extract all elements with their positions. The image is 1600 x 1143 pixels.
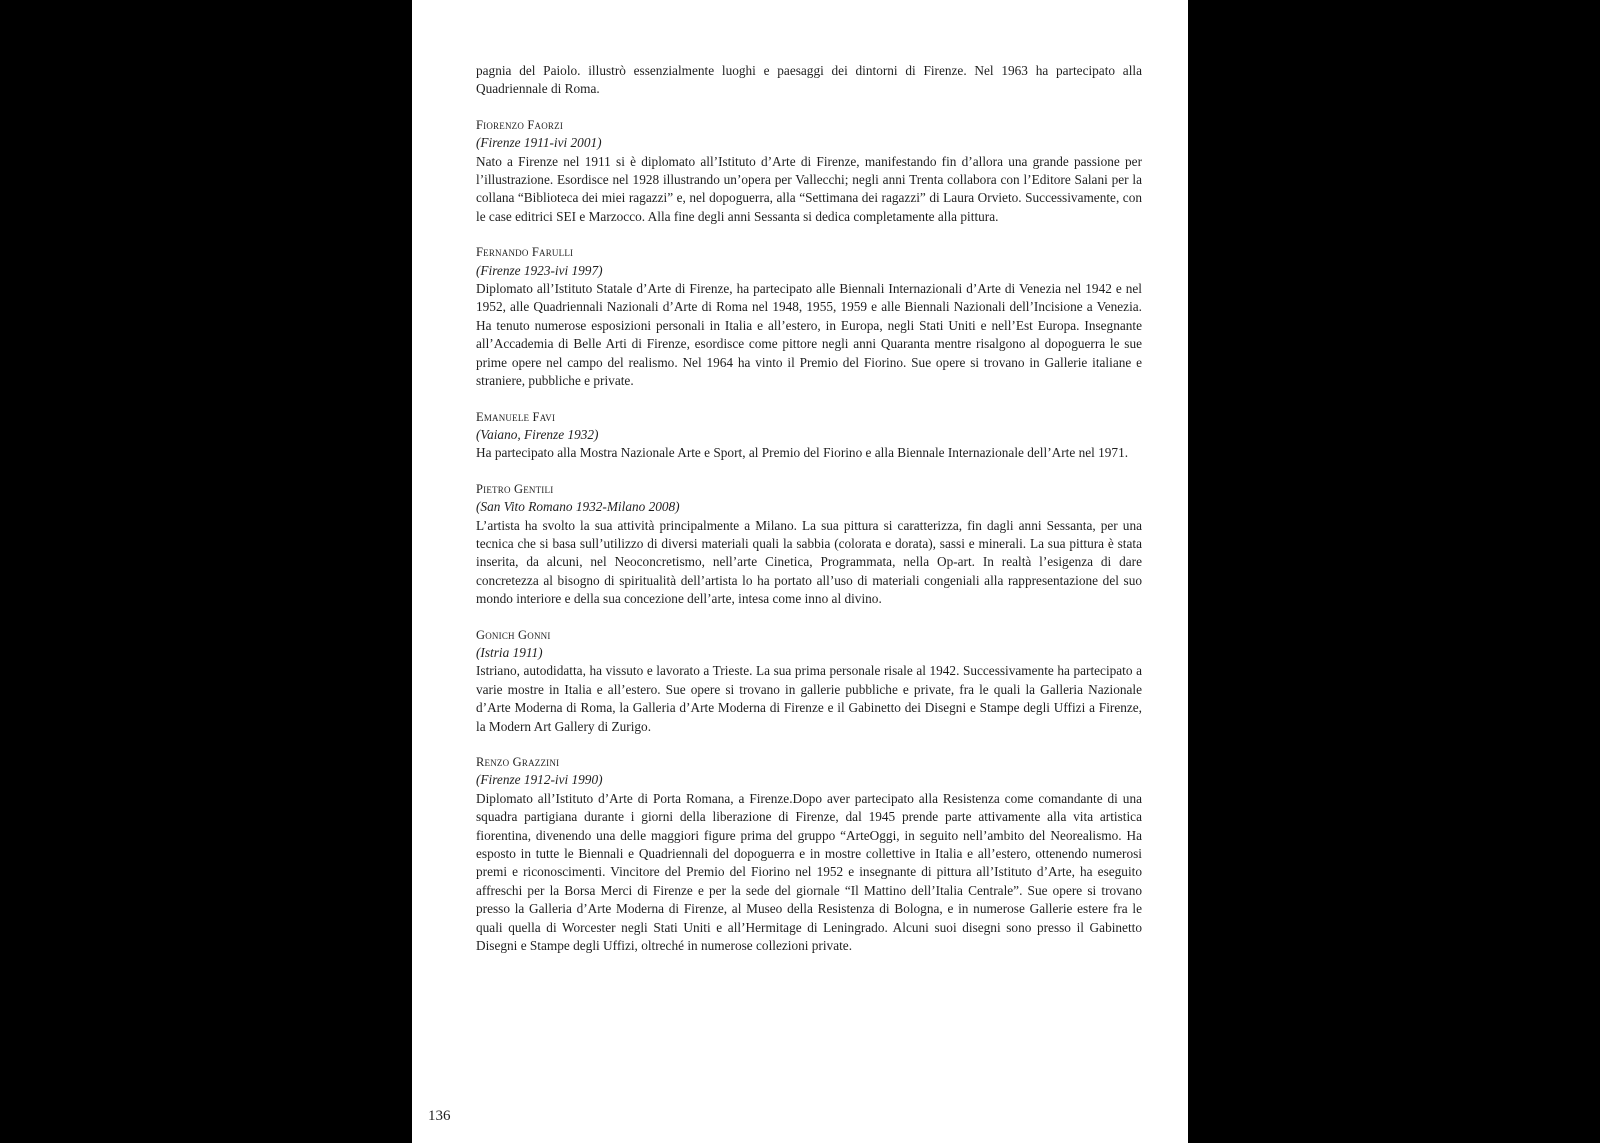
artist-entry-favi [476,408,1142,463]
artist-bio: L’artista ha svolto la sua attività principalmente a Milano. La sua pittura si caratterizza, fin dagli anni Sessanta, per una tecnica che si basa sull’utilizzo di diversi materiali quali la sabbia (colorata e dorata), sassi e minerali. La sua pittura è stata inserita, da alcuni, nel Neoconcretismo, nell’arte Cinetica, Programmata, nella Op-art. In realtà l’esigenza di dare concretezza al bisogno di spiritualità dell’artista lo ha portato all’uso di materiali congeniali alla rappresentazione del suo mondo interiore e della sua concezione dell’arte, intesa come inno al divino. [476,517,1142,607]
artist-bio: Istriano, autodidatta, ha vissuto e lavorato a Trieste. La sua prima personale risale al 1942. Successivamente ha partecipato a varie mostre in Italia e all’estero. Sue opere si trovano in gallerie pubbliche e private, fra le quali la Galleria Nazionale d’Arte Moderna di Roma, la Galleria d’Arte Moderna di Firenze e il Gabinetto dei Disegni e Stampe degli Uffizi a Firenze, la Modern Art Gallery di Zurigo. [476,663,1142,734]
artist-entry-grazzini [476,753,1142,955]
artist-dates: (Firenze 1923-ivi 1997) [476,262,603,278]
artist-name: Pietro Gentili [476,481,554,496]
artist-entry-gonni [476,626,1142,736]
intro-paragraph: pagnia del Paiolo. illustrò essenzialmente luoghi e paesaggi dei dintorni di Firenze. Nel 1963 ha partecipato alla Quadriennale di Roma. [476,63,1142,97]
artist-dates: (Firenze 1912-ivi 1990) [476,772,603,788]
artist-name: Fernando Farulli [476,245,574,260]
artist-name: Renzo Grazzini [476,755,560,769]
artist-entry-farulli [476,243,1142,390]
artist-bio: Nato a Firenze nel 1911 si è diplomato all’Istituto d’Arte di Firenze, manifestando fin d’allora una grande passione per l’illustrazione. Esordisce nel 1928 illustrando un’opera per Vallecchi; negli anni Trenta collabora con l’Editore Salani per la collana “Biblioteca dei miei ragazzi” e, nel dopoguerra, alla “Settimana dei ragazzi” di Laura Orvieto. Successivamente, con le case editrici SEI e Marzocco. Alla fine degli anni Sessanta si dedica completamente alla pittura. [476,153,1142,224]
artist-entry-gentili [476,480,1142,609]
document-page [412,0,1188,1143]
page-number: 136 [428,1108,451,1124]
artist-dates: (Firenze 1911-ivi 2001) [476,135,602,151]
artist-entry-faorzi [476,116,1142,226]
artist-dates: (Vaiano, Firenze 1932) [476,426,599,442]
artist-name: Emanuele Favi [476,409,556,424]
artist-bio: Diplomato all’Istituto d’Arte di Porta Romana, a Firenze.Dopo aver partecipato alla Resistenza come comandante di una squadra partigiana durante i giorni della liberazione di Firenze, dal 1945 prende parte attivamente alla vita artistica fiorentina, divenendo una delle maggiori figure prima del gruppo “ArteOggi, in seguito nell’ambito del Neorealismo. Ha esposto in tutte le Biennali e Quadriennali del dopoguerra e in mostre collettive in Italia e all’estero, ottenendo numerosi premi e riconoscimenti. Vincitore del Premio del Fiorino nel 1952 e insegnante di pittura all’Istituto d’Arte, ha eseguito affreschi per la Borsa Merci di Firenze e per la sede del giornale “Il Mattino dell’Italia Centrale”. Sue opere si trovano presso la Galleria d’Arte Moderna di Firenze, al Museo della Resistenza di Bologna, e in numerose Gallerie estere fra le quali quella di Worcester negli Stati Uniti e all’Hermitage di Leningrado. Alcuni suoi disegni sono presso il Gabinetto Disegni e Stampe degli Uffizi, oltreché in numerose collezioni private. [476,790,1142,954]
artist-name: Fiorenzo Faorzi [476,117,564,132]
artist-bio: Ha partecipato alla Mostra Nazionale Arte e Sport, al Premio del Fiorino e alla Biennale Internazionale dell’Arte nel 1971. [476,445,1129,461]
artist-name: Gonich Gonni [476,627,551,642]
artist-dates: (Istria 1911) [476,644,543,660]
artist-bio: Diplomato all’Istituto Statale d’Arte di Firenze, ha partecipato alle Biennali Internazionali d’Arte di Venezia nel 1942 e nel 1952, alle Quadriennali Nazionali d’Arte di Roma nel 1948, 1955, 1959 e alle Biennali Nazionali dell’Incisione a Venezia. Ha tenuto numerose esposizioni personali in Italia e all’estero, in Europa, negli Stati Uniti e nell’Est Europa. Insegnante all’Accademia di Belle Arti di Firenze, esordisce come pittore negli anni Quaranta mentre risalgono al dopoguerra le sue prime opere nel campo del realismo. Nel 1964 ha vinto il Premio del Fiorino. Sue opere si trovano in Gallerie italiane e straniere, pubbliche e private. [476,281,1142,389]
artist-dates: (San Vito Romano 1932-Milano 2008) [476,499,680,515]
page-content [476,62,1142,955]
